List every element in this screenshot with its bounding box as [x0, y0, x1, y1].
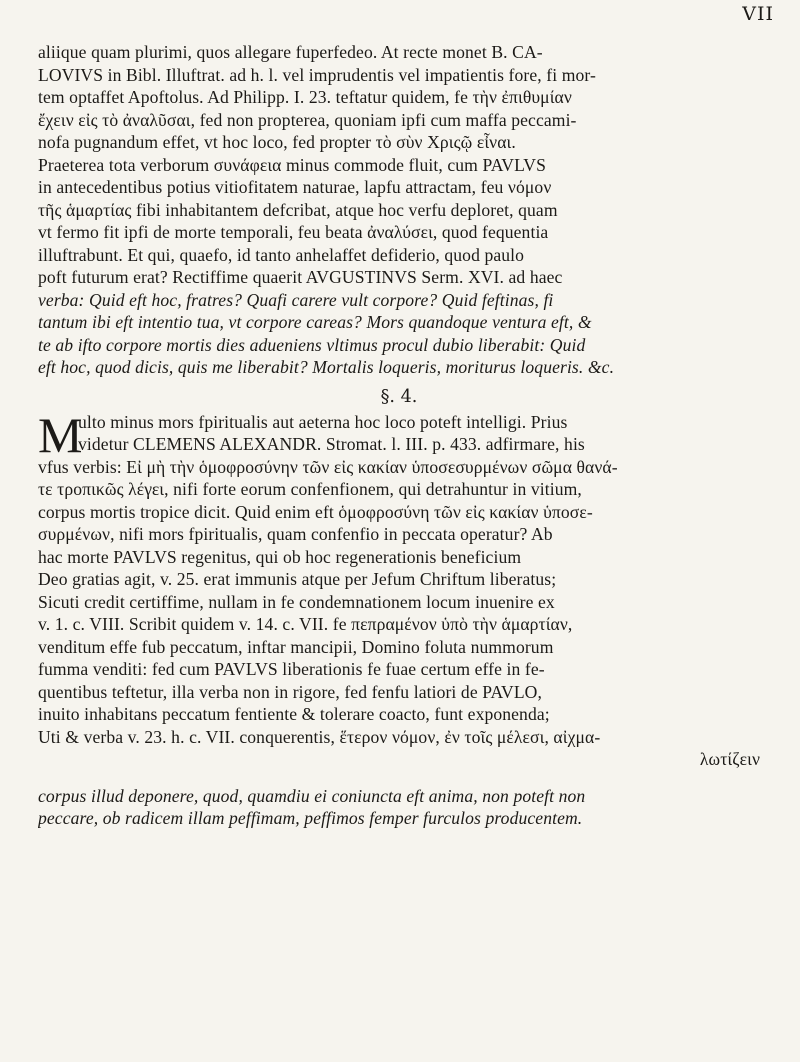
text-line: συρμένων, nifi mors fpiritualis, quam confenfio in peccata operatur? Ab [38, 524, 553, 544]
text-line: Sicuti credit certiffime, nullam in fe condemnationem locum inuenire ex [38, 591, 555, 612]
text-line: τῆς ἁμαρτίας fibi inhabitantem defcribat, atque hoc verfu deploret, quam [38, 199, 558, 220]
text-line: nofa pugnandum effet, vt hoc loco, fed propter τὸ σὺν Χριςῷ εἶναι. [38, 132, 516, 152]
text-line: peccare, ob radicem illam peffimam, peffimos femper furculos producentem. [38, 808, 583, 828]
text-line: tem optaffet Apoftolus. Ad Philipp. I. 23. teftatur quidem, fe τὴν ἐπιθυμίαν [38, 87, 572, 107]
text-line: hac morte PAVLVS regenitus, qui ob hoc regenerationis beneficium [38, 546, 522, 567]
text-line: τε τροπικῶς λέγει, nifi forte eorum confenfionem, qui detrahuntur in vitium, [38, 479, 582, 499]
text-line: te ab ifto corpore mortis dies adueniens vltimus procul dubio liberabit: Quid [38, 334, 586, 355]
text-line: vfus verbis: Εἰ μὴ τὴν ὁμοφροσύνην τῶν εἰς κακίαν ὑποσεσυρμένων σῶμα θανά- [38, 456, 618, 477]
text-line: LOVIVS in Bibl. Illuftrat. ad h. l. vel imprudentis vel impatientis fore, fi mor- [38, 64, 596, 85]
paragraph-1 [38, 41, 760, 379]
text-line: vt fermo fit ipfi de morte temporali, feu beata ἀναλύσει, quod fequentia [38, 222, 549, 242]
text-line: in antecedentibus potius vitiofitatem naturae, lapfu attractam, feu νόμον [38, 177, 552, 197]
text-line: corpus mortis tropice dicit. Quid enim eft ὁμοφροσύνη τῶν εἰς κακίαν ὑποσε- [38, 501, 593, 522]
paragraph-3 [38, 785, 760, 830]
paragraph-2 [38, 406, 760, 771]
text-line: ἔχειν εἰς τὸ ἀναλῦσαι, fed non propterea, quoniam ipfi cum maffa peccami- [38, 109, 577, 130]
text-line: fumma venditi: fed cum PAVLVS liberationis fe fuae certum effe in fe- [38, 659, 545, 679]
text-line: ulto minus mors fpiritualis aut aeterna hoc loco poteft intelligi. Prius [78, 411, 568, 432]
text-line: quentibus teftetur, illa verba non in rigore, fed fenfu latiori de PAVLO, [38, 681, 542, 702]
text-line: verba: Quid eft hoc, fratres? Quafi carere vult corpore? Quid feftinas, fi [38, 289, 554, 310]
text-line: Praeterea tota verborum συνάφεια minus commode fluit, cum PAVLVS [38, 154, 546, 175]
text-line: videtur CLEMENS ALEXANDR. Stromat. l. III. p. 433. adfirmare, his [78, 434, 585, 454]
page-folio: VII [742, 3, 774, 25]
text-line: venditum effe fub peccatum, inftar mancipii, Domino foluta nummorum [38, 636, 554, 657]
text-line: eft hoc, quod dicis, quis me liberabit? Mortalis loqueris, moriturus loqueris. &c. [38, 357, 615, 377]
text-line: Deo gratias agit, v. 25. erat immunis atque per Jefum Chriftum liberatus; [38, 569, 557, 589]
text-line: illuftrabunt. Et qui, quaefo, id tanto anhelaffet defiderio, quod paulo [38, 244, 525, 265]
text-line: inuito inhabitans peccatum fentiente & tolerare coacto, funt exponenda; [38, 704, 550, 724]
text-line: aliique quam plurimi, quos allegare fuperfedeo. At recte monet B. CA- [38, 42, 543, 62]
page-text-block [38, 41, 760, 830]
text-line: Uti & verba v. 23. h. c. VII. conquerentis, ἕτερον νόμον, ἐν τοῖς μέλεσι, αἰχμα- [38, 726, 601, 747]
drop-capital: M [38, 406, 83, 463]
text-line: tantum ibi eft intentio tua, vt corpore careas? Mors quandoque ventura eft, & [38, 312, 592, 332]
text-line: corpus illud deponere, quod, quamdiu ei coniuncta eft anima, non poteft non [38, 785, 586, 806]
text-line: poft futurum erat? Rectiffime quaerit AVGUSTINVS Serm. XVI. ad haec [38, 267, 563, 287]
catchword-line: λωτίζειν [699, 749, 760, 769]
text-line: v. 1. c. VIII. Scribit quidem v. 14. c. VII. fe πεπραμένον ὑπὸ τὴν ἁμαρτίαν, [38, 614, 573, 634]
section-number: §. 4. [380, 386, 418, 407]
